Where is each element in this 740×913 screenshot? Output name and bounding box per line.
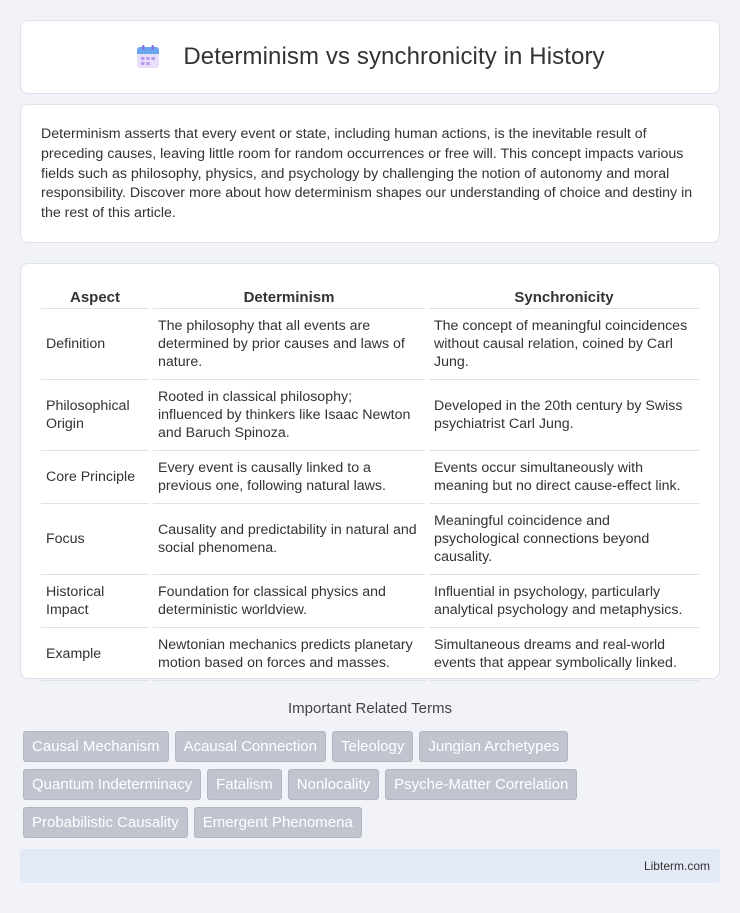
cell-synchronicity: Developed in the 20th century by Swiss psychiatrist Carl Jung. xyxy=(429,380,699,451)
cell-aspect: Core Principle xyxy=(41,451,149,504)
cell-aspect: Definition xyxy=(41,309,149,380)
related-term-tag[interactable]: Nonlocality xyxy=(288,769,379,800)
cell-synchronicity: The concept of meaningful coincidences without causal relation, coined by Carl Jung. xyxy=(429,309,699,380)
calendar-icon xyxy=(135,44,161,70)
related-terms-heading: Important Related Terms xyxy=(288,700,452,717)
cell-synchronicity: Events occur simultaneously with meaning but no direct cause-effect link. xyxy=(429,451,699,504)
cell-determinism: Rooted in classical philosophy; influenced by thinkers like Isaac Newton and Baruch Spinoza. xyxy=(153,380,425,451)
related-term-tag[interactable]: Causal Mechanism xyxy=(23,731,169,762)
related-term-tag[interactable]: Teleology xyxy=(332,731,413,762)
cell-determinism: Newtonian mechanics predicts planetary motion based on forces and masses. xyxy=(153,628,425,681)
cell-aspect: Philosophical Origin xyxy=(41,380,149,451)
cell-synchronicity: Meaningful coincidence and psychological connections beyond causality. xyxy=(429,504,699,575)
footer-site-link[interactable]: Libterm.com xyxy=(643,859,710,873)
related-terms-list xyxy=(20,731,720,838)
page-title: Determinism vs synchronicity in History xyxy=(183,43,605,70)
related-term-tag[interactable]: Jungian Archetypes xyxy=(419,731,568,762)
table-row xyxy=(41,504,699,575)
related-term-tag[interactable]: Fatalism xyxy=(207,769,282,800)
footer xyxy=(20,849,720,883)
comparison-table xyxy=(37,286,703,681)
header-aspect: Aspect xyxy=(41,286,149,309)
table-row xyxy=(41,309,699,380)
related-term-tag[interactable]: Acausal Connection xyxy=(175,731,326,762)
cell-determinism: Every event is causally linked to a previous one, following natural laws. xyxy=(153,451,425,504)
cell-aspect: Historical Impact xyxy=(41,575,149,628)
comparison-card xyxy=(20,263,720,679)
intro-card xyxy=(20,104,720,243)
header-synchronicity: Synchronicity xyxy=(429,286,699,309)
related-terms-section xyxy=(20,700,720,838)
header-determinism: Determinism xyxy=(153,286,425,309)
intro-text: Determinism asserts that every event or state, including human actions, is the inevitable result of preceding causes, leaving little room for random occurrences or free will. This concept impacts various fields such as philosophy, physics, and psychology by challenging the notion of autonomy and moral responsibility. Discover more about how determinism shapes our understanding of choice and destiny in the rest of this article. xyxy=(41,126,693,222)
related-term-tag[interactable]: Psyche-Matter Correlation xyxy=(385,769,577,800)
title-card xyxy=(20,20,720,94)
table-row xyxy=(41,451,699,504)
cell-determinism: Foundation for classical physics and deterministic worldview. xyxy=(153,575,425,628)
cell-determinism: Causality and predictability in natural and social phenomena. xyxy=(153,504,425,575)
table-header-row xyxy=(41,286,699,309)
table-row xyxy=(41,380,699,451)
table-row xyxy=(41,628,699,681)
cell-determinism: The philosophy that all events are determined by prior causes and laws of nature. xyxy=(153,309,425,380)
related-term-tag[interactable]: Probabilistic Causality xyxy=(23,807,188,838)
cell-synchronicity: Influential in psychology, particularly analytical psychology and metaphysics. xyxy=(429,575,699,628)
related-term-tag[interactable]: Emergent Phenomena xyxy=(194,807,362,838)
cell-aspect: Focus xyxy=(41,504,149,575)
cell-aspect: Example xyxy=(41,628,149,681)
related-term-tag[interactable]: Quantum Indeterminacy xyxy=(23,769,201,800)
table-row xyxy=(41,575,699,628)
cell-synchronicity: Simultaneous dreams and real-world events that appear symbolically linked. xyxy=(429,628,699,681)
